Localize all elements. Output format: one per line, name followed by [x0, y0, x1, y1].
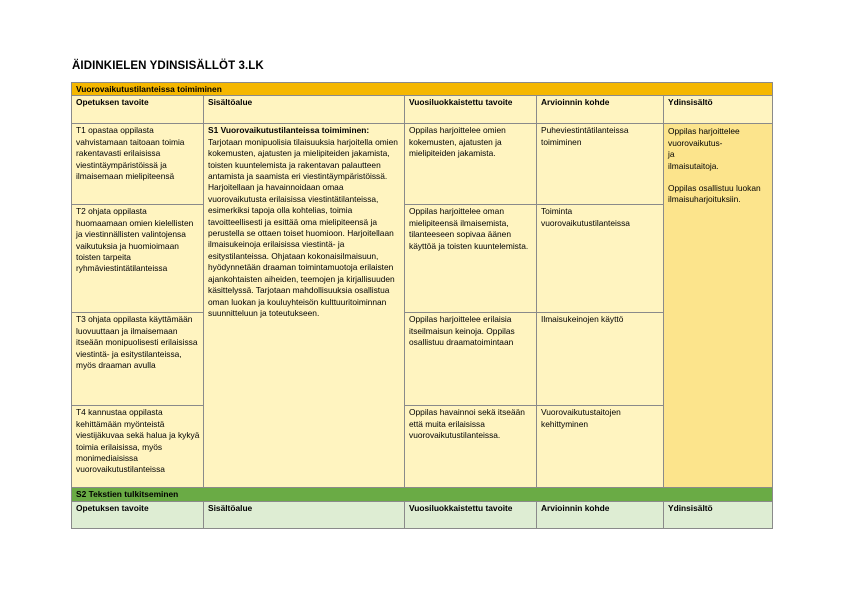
- column-header-year-goal: Vuosiluokkaistettu tavoite: [405, 501, 537, 528]
- core-content-cell: [664, 124, 773, 488]
- column-header-assessment: Arvioinnin kohde: [537, 501, 664, 528]
- core-content-paragraph: Oppilas osallistuu luokan ilmaisuharjoituksiin.: [668, 183, 761, 205]
- table-row: [72, 124, 773, 205]
- core-content-line: Oppilas harjoittelee vuorovaikutus-: [668, 126, 740, 148]
- column-header-core: Ydinsisältö: [664, 501, 773, 528]
- content-area-text: Tarjotaan monipuolisia tilaisuuksia harjoitella omien kokemusten, ajatusten ja mielipiteiden jakamista, toisten kuuntelemista ja rakentavan palautteen antamista ja saamista eri viestintäympäristöissä. Harjoitellaan ja havainnoidaan omaa vuorovaikutusta erilaisissa viestintätilanteissa, esimerkiksi tapoja olla kohtelias, toimia tavoitteellisesti ja esittää oma mielipiteensä ja perustella se ottaen toiset huomioon. Harjoitellaan ilmaisukeinoja erilaisissa viestintä- ja esitystilanteissa. Ohjataan kokonaisilmaisuun, hyödynnetään draaman toimintamuotoja erilaisten ajankohtaisten aiheiden, teemojen ja kirjallisuuden käsittelyssä. Tarjotaan mahdollisuuksia osallistua oman luokan ja kouluyhteisön kulttuuritoiminnan suunnitteluun ja toteutukseen.: [208, 136, 398, 318]
- assessment-cell: Toiminta vuorovaikutustilanteissa: [537, 205, 664, 313]
- section2-header-row: [72, 488, 773, 501]
- year-goal-cell: Oppilas harjoittelee oman mielipiteensä ilmaisemista, tilanteeseen sopivaa äänen käyttöä ja toisten kuuntelemista.: [405, 205, 537, 313]
- core-content-line: ilmaisutaitoja.: [668, 160, 719, 171]
- goal-cell: T3 ohjata oppilasta käyttämään luovuuttaan ja ilmaisemaan itseään monipuolisesti erilaisissa viestintä- ja esitystilanteissa, myös draaman avulla: [72, 313, 204, 406]
- curriculum-table: [71, 82, 773, 529]
- column-header-content: Sisältöalue: [204, 96, 405, 124]
- year-goal-cell: Oppilas harjoittelee omien kokemusten, ajatusten ja mielipiteiden jakamista.: [405, 124, 537, 205]
- assessment-cell: Ilmaisukeinojen käyttö: [537, 313, 664, 406]
- goal-cell: T2 ohjata oppilasta huomaamaan omien kielellisten ja viestinnällisten valintojensa vaikutuksia ja huomioimaan toisten tarpeita ryhmäviestintätilanteissa: [72, 205, 204, 313]
- section1-column-headers: [72, 96, 773, 124]
- content-area-cell: [204, 124, 405, 488]
- section2-column-headers: [72, 501, 773, 528]
- page-title: ÄIDINKIELEN YDINSISÄLLÖT 3.LK: [72, 60, 264, 72]
- column-header-content: Sisältöalue: [204, 501, 405, 528]
- section2-title: S2 Tekstien tulkitseminen: [72, 488, 773, 501]
- column-header-goal: Opetuksen tavoite: [72, 96, 204, 124]
- goal-cell: T4 kannustaa oppilasta kehittämään myönteistä viestijäkuvaa sekä halua ja kykyä toimia erilaisissa, myös monimediaisissa vuorovaikutustilanteissa: [72, 406, 204, 488]
- year-goal-cell: Oppilas havainnoi sekä itseään että muita erilaisissa vuorovaikutustilanteissa.: [405, 406, 537, 488]
- column-header-year-goal: Vuosiluokkaistettu tavoite: [405, 96, 537, 124]
- section1-title: Vuorovaikutustilanteissa toimiminen: [72, 83, 773, 96]
- content-area-title: S1 Vuorovaikutustilanteissa toimiminen:: [208, 125, 370, 136]
- assessment-cell: Vuorovaikutustaitojen kehittyminen: [537, 406, 664, 488]
- column-header-goal: Opetuksen tavoite: [72, 501, 204, 528]
- column-header-core: Ydinsisältö: [664, 96, 773, 124]
- goal-cell: T1 opastaa oppilasta vahvistamaan taitoaan toimia rakentavasti erilaisissa viestintäympäristöissä ja ilmaisemaan mielipiteensä: [72, 124, 204, 205]
- section1-header-row: [72, 83, 773, 96]
- year-goal-cell: Oppilas harjoittelee erilaisia itseilmaisun keinoja. Oppilas osallistuu draamatoimintaan: [405, 313, 537, 406]
- core-content-line: ja: [668, 149, 675, 160]
- column-header-assessment: Arvioinnin kohde: [537, 96, 664, 124]
- assessment-cell: Puheviestintätilanteissa toimiminen: [537, 124, 664, 205]
